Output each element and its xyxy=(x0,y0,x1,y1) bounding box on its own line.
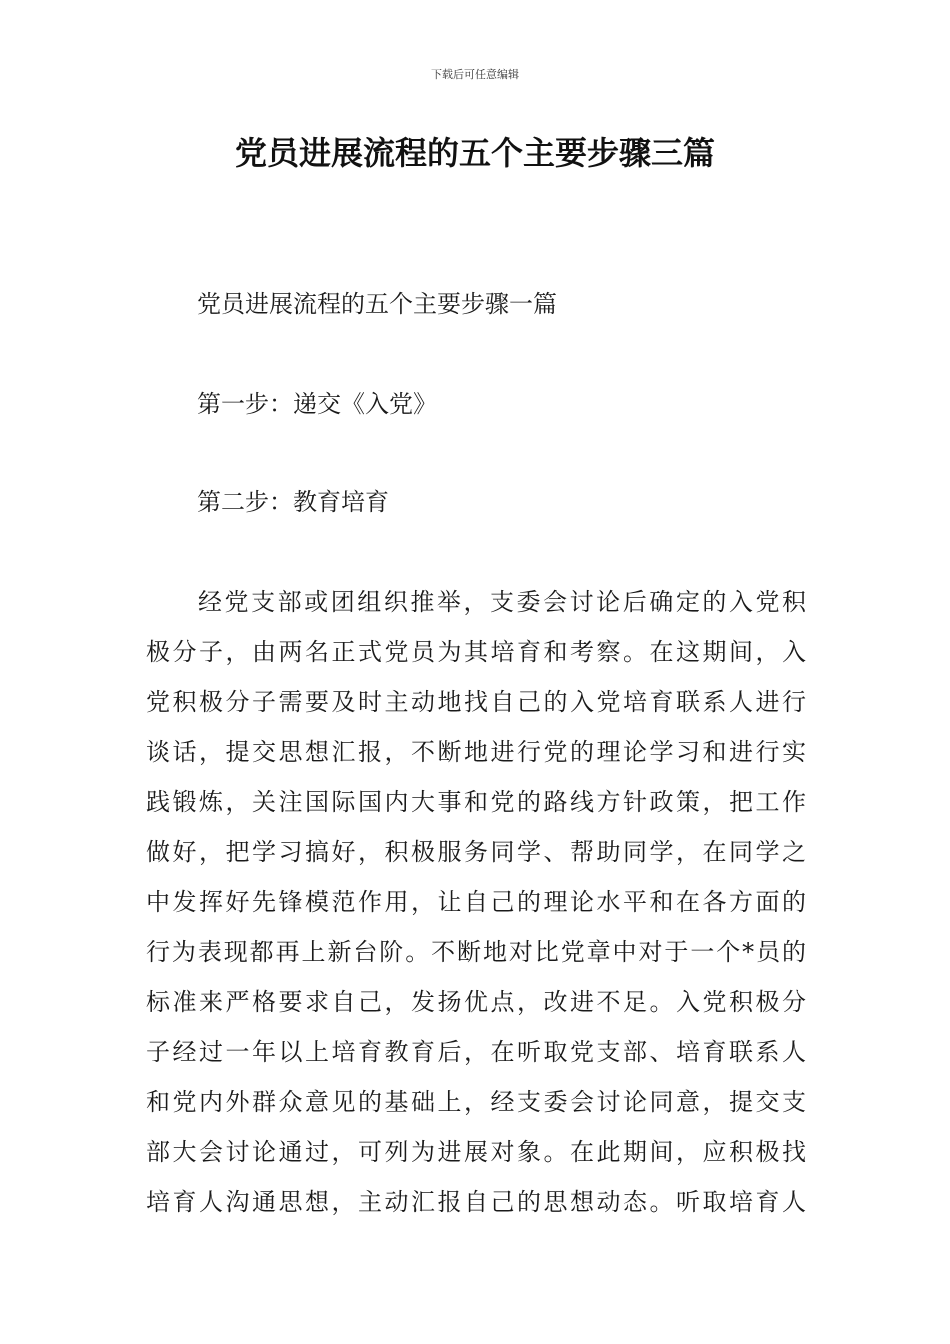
step-one: 第一步：递交《入党》 xyxy=(197,390,437,418)
document-title: 党员进展流程的五个主要步骤三篇 xyxy=(234,134,715,172)
paragraph-line: 行为表现都再上新台阶。不断地对比党章中对于一个*员的 xyxy=(146,938,806,966)
paragraph-line: 谈话，提交思想汇报，不断地进行党的理论学习和进行实 xyxy=(146,738,806,766)
paragraph-line: 做好，把学习搞好，积极服务同学、帮助同学，在同学之 xyxy=(146,838,806,866)
paragraph-line: 践锻炼，关注国际国内大事和党的路线方针政策，把工作 xyxy=(146,788,806,816)
paragraph-line: 子经过一年以上培育教育后，在听取党支部、培育联系人 xyxy=(146,1038,806,1066)
paragraph-line: 中发挥好先锋模范作用，让自己的理论水平和在各方面的 xyxy=(146,888,806,916)
paragraph-line: 和党内外群众意见的基础上，经支委会讨论同意，提交支 xyxy=(146,1088,806,1116)
paragraph-line: 党积极分子需要及时主动地找自己的入党培育联系人进行 xyxy=(146,688,806,716)
paragraph-line: 培育人沟通思想，主动汇报自己的思想动态。听取培育人 xyxy=(146,1188,806,1216)
header-note: 下载后可任意编辑 xyxy=(431,68,519,81)
paragraph-line: 标准来严格要求自己，发扬优点，改进不足。入党积极分 xyxy=(146,988,806,1016)
paragraph-line: 极分子，由两名正式党员为其培育和考察。在这期间，入 xyxy=(146,638,806,666)
paragraph-line: 部大会讨论通过，可列为进展对象。在此期间，应积极找 xyxy=(146,1138,806,1166)
section-heading: 党员进展流程的五个主要步骤一篇 xyxy=(197,290,557,318)
step-two: 第二步：教育培育 xyxy=(197,488,389,516)
body-paragraph xyxy=(146,577,806,1227)
paragraph-line: 经党支部或团组织推举，支委会讨论后确定的入党积 xyxy=(198,588,806,616)
